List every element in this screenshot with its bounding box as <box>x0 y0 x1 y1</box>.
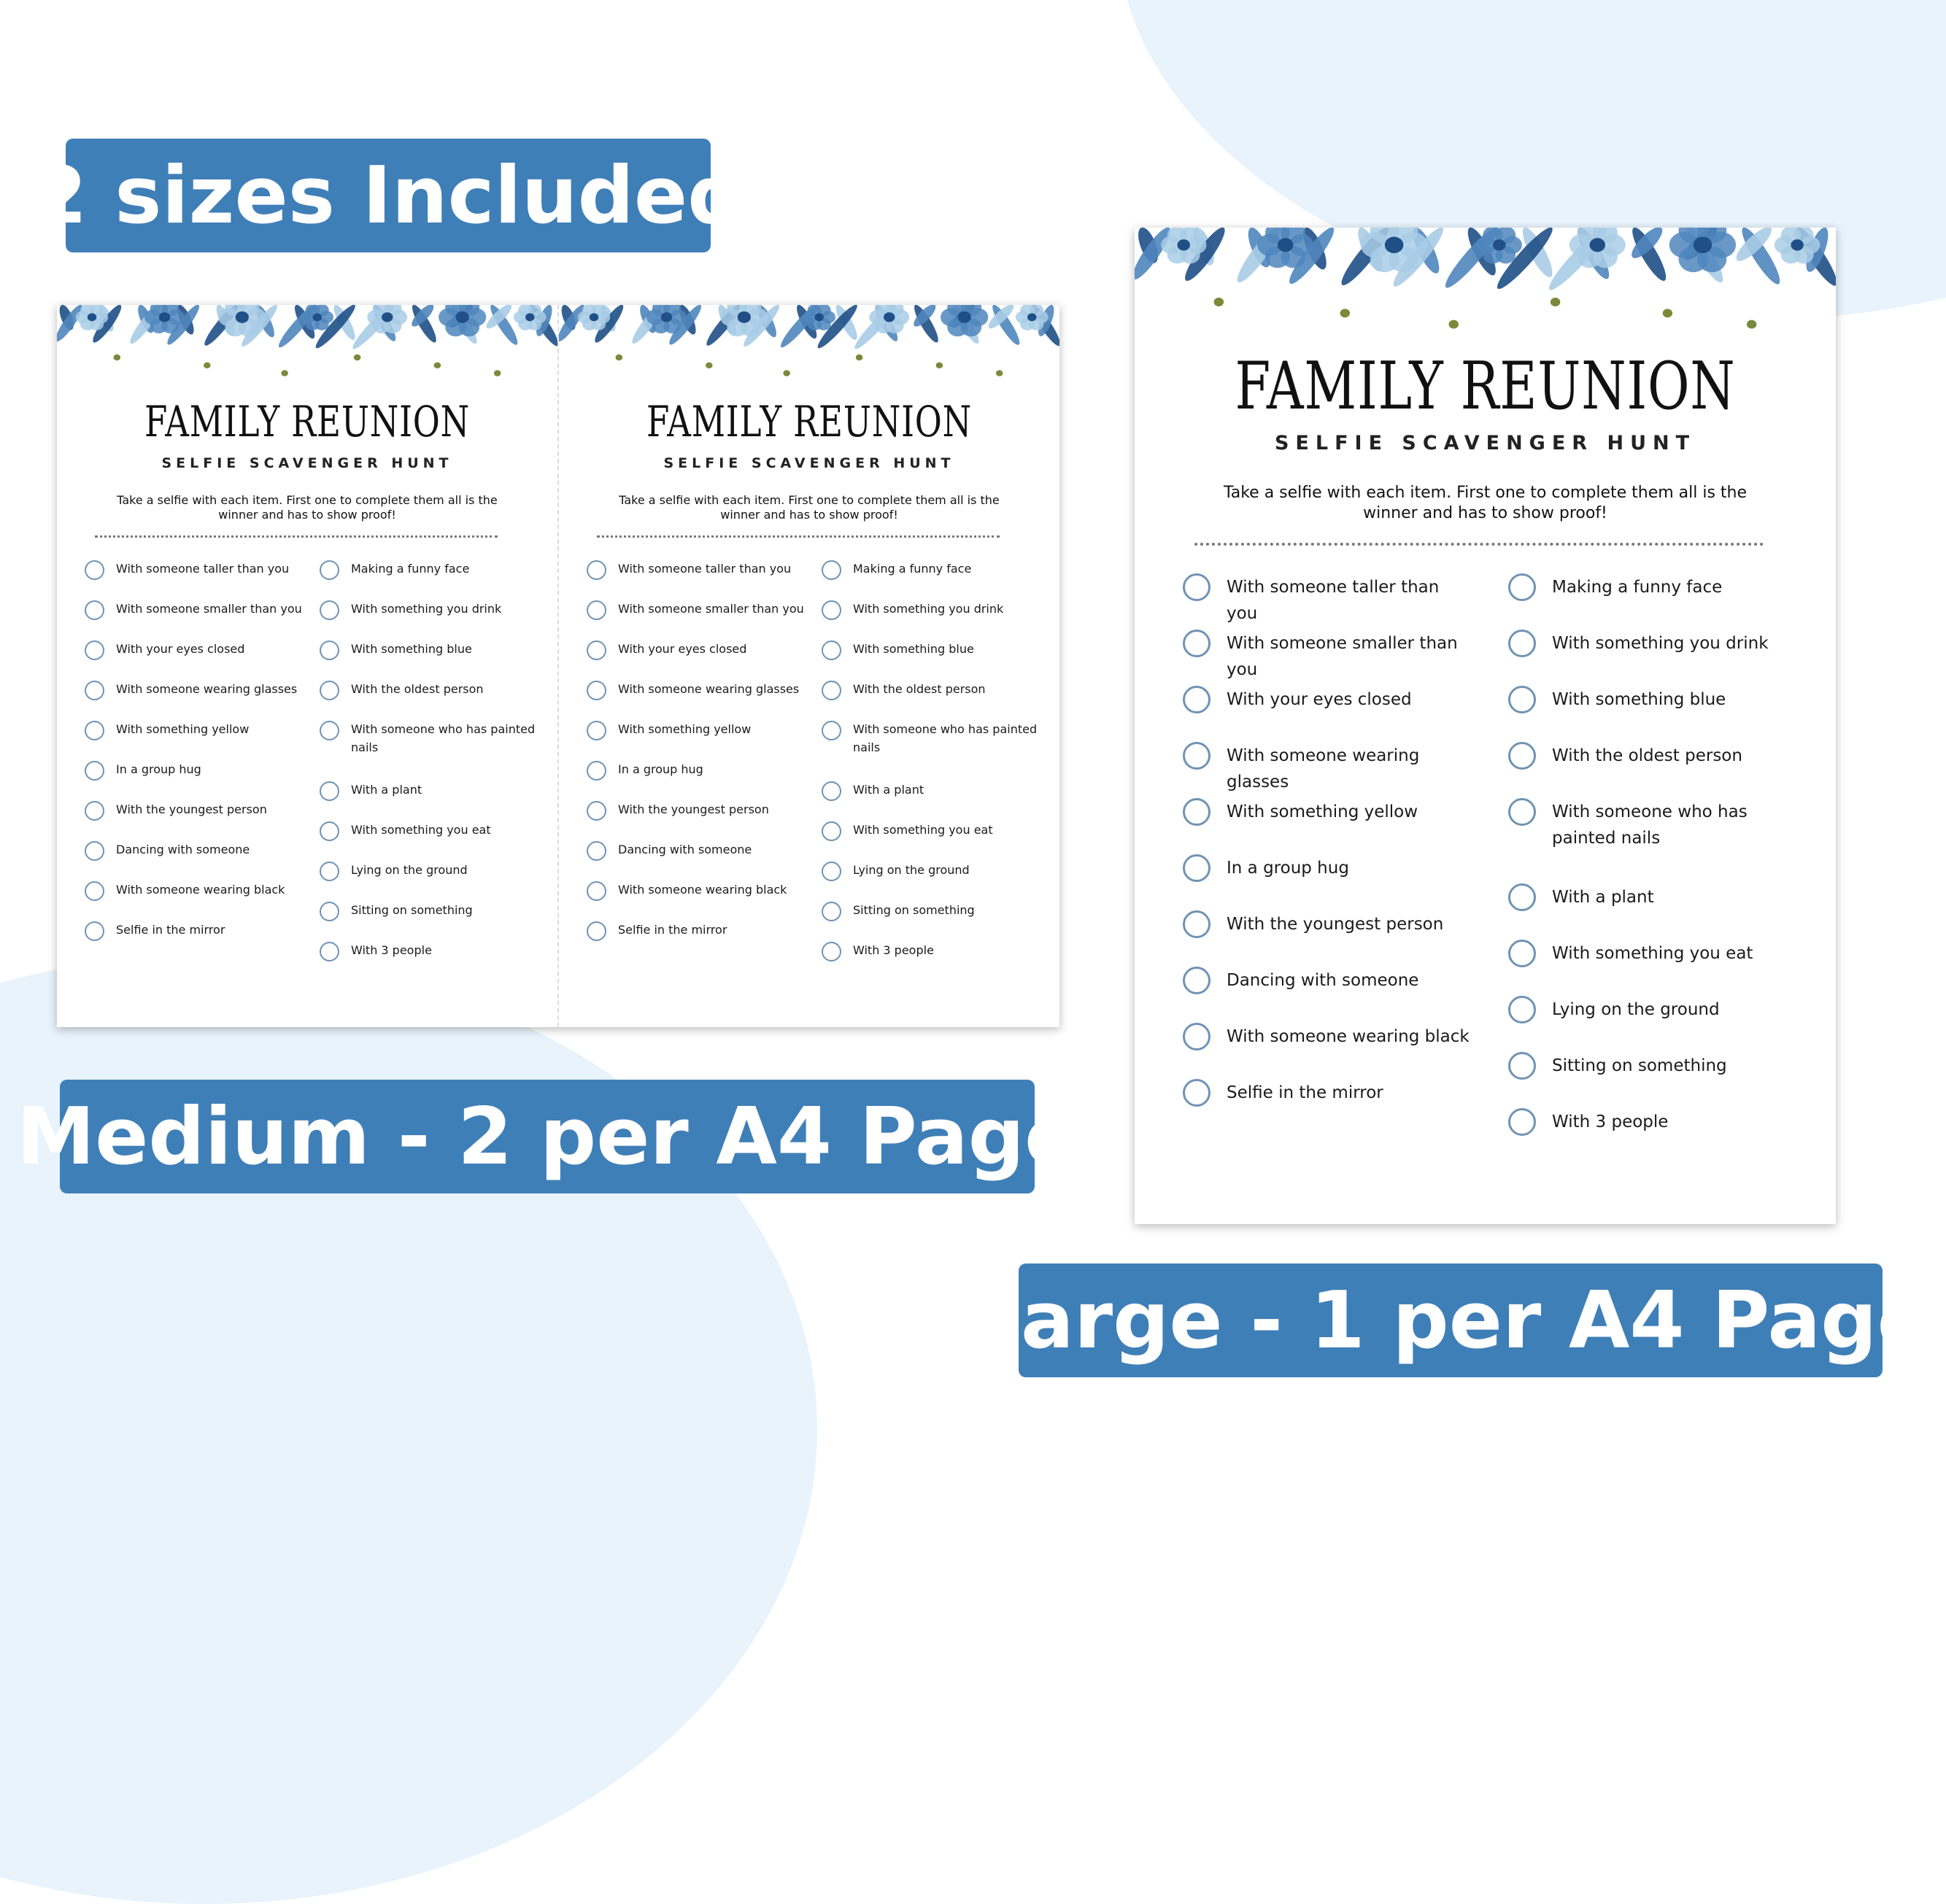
checklist-item <box>320 942 432 961</box>
checklist-item <box>1183 912 1443 938</box>
checklist-item-label: With someone wearing glasses <box>116 682 298 696</box>
checklist-item <box>587 801 769 821</box>
card-instructions-line: Take a selfie with each item. First one to complete them all is the <box>117 493 498 507</box>
circle-checkbox-icon[interactable] <box>587 801 606 821</box>
circle-checkbox-icon[interactable] <box>320 942 339 961</box>
circle-checkbox-icon[interactable] <box>85 641 104 660</box>
card-instructions-line: Take a selfie with each item. First one to complete them all is the <box>619 493 1000 507</box>
checklist-item <box>85 921 225 941</box>
card-instructions-line: Take a selfie with each item. First one to complete them all is the <box>1223 484 1748 502</box>
checklist-item <box>320 902 473 921</box>
checklist-item-label: With your eyes closed <box>116 642 245 656</box>
circle-checkbox-icon[interactable] <box>822 862 841 881</box>
checklist-item-label: With someone who has painted nails <box>1552 802 1748 848</box>
circle-checkbox-icon[interactable] <box>587 560 606 580</box>
checklist-item-label: Selfie in the mirror <box>618 923 727 937</box>
checklist-item-label: In a group hug <box>116 762 201 776</box>
checklist-item-label: With a plant <box>1552 888 1654 907</box>
checklist-item <box>320 862 468 881</box>
circle-checkbox-icon[interactable] <box>85 721 104 740</box>
checklist-item-label: Sitting on something <box>1552 1056 1727 1075</box>
sizes-included-label: 2 sizes Included <box>66 139 711 252</box>
circle-checkbox-icon[interactable] <box>320 560 339 580</box>
checklist-item <box>1183 800 1418 826</box>
checklist-item <box>85 841 250 861</box>
checklist-item-label: With something you eat <box>351 823 491 837</box>
checklist-item <box>587 681 799 700</box>
checklist-item-label: With someone taller than you <box>1227 578 1440 623</box>
checklist-item-label: Dancing with someone <box>1227 971 1419 990</box>
card-instructions <box>610 493 1008 522</box>
checklist-item <box>1508 1053 1727 1080</box>
checklist-item-label: With 3 people <box>853 943 934 957</box>
checklist-item <box>1508 941 1753 967</box>
checklist-item <box>1508 575 1722 601</box>
checklist-item <box>587 921 727 941</box>
card-subtitle: SELFIE SCAVENGER HUNT <box>663 455 955 471</box>
circle-checkbox-icon[interactable] <box>587 641 606 660</box>
checklist-item-label: With the youngest person <box>116 802 267 816</box>
checklist-item-label: With something you drink <box>351 602 502 616</box>
circle-checkbox-icon[interactable] <box>1508 798 1536 826</box>
checklist-item-label: With something blue <box>1552 690 1726 709</box>
circle-checkbox-icon[interactable] <box>822 600 841 620</box>
circle-checkbox-icon[interactable] <box>85 841 104 861</box>
circle-checkbox-icon[interactable] <box>587 721 606 740</box>
circle-checkbox-icon[interactable] <box>1183 686 1211 713</box>
circle-checkbox-icon[interactable] <box>822 821 841 841</box>
checklist-item <box>85 560 289 580</box>
circle-checkbox-icon[interactable] <box>320 600 339 620</box>
checklist-item <box>320 560 469 580</box>
circle-checkbox-icon[interactable] <box>1183 742 1211 770</box>
checklist-item <box>320 781 422 801</box>
checklist-item <box>85 681 297 700</box>
card-instructions <box>108 493 506 522</box>
checklist-item <box>1183 968 1418 994</box>
checklist-item <box>1508 997 1720 1023</box>
dotted-separator <box>1194 543 1764 546</box>
checklist-item <box>822 942 934 961</box>
checklist-item-label: With the oldest person <box>853 682 986 696</box>
checklist-item-label: With the youngest person <box>618 802 769 816</box>
checklist-item <box>587 841 752 861</box>
circle-checkbox-icon[interactable] <box>1183 630 1211 657</box>
checklist-item-label: Making a funny face <box>853 562 972 576</box>
checklist-item-label: With someone wearing glasses <box>618 682 800 696</box>
circle-checkbox-icon[interactable] <box>587 881 606 901</box>
floral-border-icon <box>57 305 557 392</box>
checklist-item-label: With someone wearing black <box>116 883 285 897</box>
checklist-item-label: Making a funny face <box>351 562 470 576</box>
card-title: FAMILY REUNION <box>144 397 470 446</box>
circle-checkbox-icon[interactable] <box>822 902 841 921</box>
checklist-item-label: With 3 people <box>1552 1112 1669 1131</box>
checklist-item <box>587 641 746 660</box>
checklist-item-label: With something yellow <box>618 722 752 736</box>
circle-checkbox-icon[interactable] <box>1508 940 1536 967</box>
checklist-item-label: Lying on the ground <box>853 863 970 877</box>
checklist-item <box>1508 743 1742 770</box>
circle-checkbox-icon[interactable] <box>320 641 339 660</box>
checklist-item-label: Lying on the ground <box>1552 1000 1720 1019</box>
circle-checkbox-icon[interactable] <box>1508 630 1536 657</box>
checklist-item <box>822 781 924 801</box>
checklist-item <box>85 721 249 740</box>
circle-checkbox-icon[interactable] <box>85 801 104 821</box>
checklist-item-label: Making a funny face <box>1552 578 1723 597</box>
checklist-item-label: With something yellow <box>116 722 250 736</box>
medium-sheet-preview <box>57 305 1059 1027</box>
circle-checkbox-icon[interactable] <box>587 921 606 941</box>
circle-checkbox-icon[interactable] <box>587 841 606 861</box>
circle-checkbox-icon[interactable] <box>587 600 606 620</box>
circle-checkbox-icon[interactable] <box>85 921 104 941</box>
circle-checkbox-icon[interactable] <box>320 902 339 921</box>
large-size-label: Large - 1 per A4 Page <box>1019 1263 1883 1377</box>
checklist-item-label: With someone taller than you <box>116 562 290 576</box>
circle-checkbox-icon[interactable] <box>1508 883 1536 911</box>
dotted-separator <box>597 535 1000 538</box>
checklist-item <box>1183 743 1475 795</box>
checklist-item-label: With something blue <box>853 642 974 656</box>
checklist-item-label: With someone wearing black <box>618 883 787 897</box>
checklist-item-label: With something yellow <box>1227 802 1418 821</box>
large-card <box>1135 228 1836 1224</box>
checklist-item <box>1508 800 1800 851</box>
card-title: FAMILY REUNION <box>1235 348 1736 425</box>
checklist-item <box>85 801 267 821</box>
circle-checkbox-icon[interactable] <box>1183 1023 1211 1050</box>
checklist-item <box>587 600 804 620</box>
checklist-item-label: With something you eat <box>1552 944 1753 963</box>
checklist-item-label: With the oldest person <box>351 682 484 696</box>
circle-checkbox-icon[interactable] <box>822 721 841 740</box>
checklist-item <box>85 600 302 620</box>
circle-checkbox-icon[interactable] <box>85 600 104 620</box>
circle-checkbox-icon[interactable] <box>1508 686 1536 713</box>
checklist-item-label: Dancing with someone <box>618 843 752 856</box>
checklist-item <box>587 721 751 740</box>
medium-size-label: Medium - 2 per A4 Page <box>60 1080 1035 1193</box>
checklist-item-label: With someone taller than you <box>618 562 792 576</box>
checklist-item-label: Dancing with someone <box>116 843 250 856</box>
checklist-item <box>822 821 993 841</box>
circle-checkbox-icon[interactable] <box>320 721 339 740</box>
checklist-item <box>822 560 971 580</box>
checklist-item <box>1508 631 1769 657</box>
card-instructions <box>1215 483 1756 523</box>
circle-checkbox-icon[interactable] <box>822 641 841 660</box>
medium-card-right <box>559 305 1059 1027</box>
checklist-item-label: With something you drink <box>1552 634 1769 653</box>
circle-checkbox-icon[interactable] <box>1508 1052 1536 1080</box>
checklist-item-label: Sitting on something <box>351 903 473 917</box>
circle-checkbox-icon[interactable] <box>320 821 339 841</box>
checklist-item-label: With something you drink <box>853 602 1004 616</box>
card-subtitle: SELFIE SCAVENGER HUNT <box>161 455 453 471</box>
circle-checkbox-icon[interactable] <box>85 560 104 580</box>
checklist-item-label: With someone smaller than you <box>618 602 804 616</box>
checklist-item <box>85 641 244 660</box>
checklist-item <box>822 902 975 921</box>
checklist-item-label: With your eyes closed <box>1227 690 1412 709</box>
circle-checkbox-icon[interactable] <box>1183 910 1211 938</box>
checklist-item <box>822 721 1040 757</box>
card-title: FAMILY REUNION <box>646 397 972 446</box>
checklist-item <box>1508 1110 1668 1136</box>
checklist-item-label: With someone smaller than you <box>1227 634 1458 679</box>
checklist-item-label: In a group hug <box>1227 859 1349 878</box>
card-instructions-line: winner and has to show proof! <box>720 508 898 522</box>
checklist-item <box>587 560 791 580</box>
card-subtitle: SELFIE SCAVENGER HUNT <box>1274 432 1696 454</box>
circle-checkbox-icon[interactable] <box>1508 573 1536 601</box>
checklist-item <box>320 681 484 700</box>
checklist-item-label: With a plant <box>351 783 422 797</box>
circle-checkbox-icon[interactable] <box>1508 1108 1536 1136</box>
checklist-item <box>85 761 201 781</box>
checklist-item-label: With the youngest person <box>1227 915 1444 934</box>
checklist-item-label: With someone smaller than you <box>116 602 302 616</box>
checklist-item-label: With a plant <box>853 783 924 797</box>
circle-checkbox-icon[interactable] <box>1183 854 1211 882</box>
circle-checkbox-icon[interactable] <box>85 881 104 901</box>
large-sheet-preview <box>1135 228 1836 1224</box>
circle-checkbox-icon[interactable] <box>822 681 841 700</box>
circle-checkbox-icon[interactable] <box>1508 742 1536 770</box>
checklist-item-label: With someone wearing glasses <box>1227 746 1420 792</box>
checklist-item-label: Lying on the ground <box>351 863 468 877</box>
circle-checkbox-icon[interactable] <box>1183 573 1211 601</box>
checklist-item-label: With something you eat <box>853 823 993 837</box>
checklist-item-label: Selfie in the mirror <box>116 923 225 937</box>
circle-checkbox-icon[interactable] <box>1183 1079 1211 1107</box>
checklist-item-label: With someone who has painted nails <box>853 722 1038 754</box>
checklist-item <box>320 641 472 660</box>
checklist-item-label: Selfie in the mirror <box>1227 1083 1383 1102</box>
card-instructions-line: winner and has to show proof! <box>1363 503 1607 522</box>
circle-checkbox-icon[interactable] <box>1508 996 1536 1023</box>
medium-card-left <box>57 305 557 1027</box>
circle-checkbox-icon[interactable] <box>320 681 339 700</box>
circle-checkbox-icon[interactable] <box>1183 967 1211 994</box>
checklist-item <box>1183 631 1475 683</box>
card-instructions-line: winner and has to show proof! <box>218 508 396 522</box>
checklist-item-label: Sitting on something <box>853 903 975 917</box>
checklist-item <box>822 862 970 881</box>
circle-checkbox-icon[interactable] <box>85 681 104 700</box>
checklist-item <box>587 761 703 781</box>
checklist-item-label: With someone who has painted nails <box>351 722 536 754</box>
circle-checkbox-icon[interactable] <box>320 781 339 801</box>
floral-border-icon <box>1135 228 1836 352</box>
checklist-item <box>1183 1024 1470 1050</box>
checklist-item <box>1183 687 1412 713</box>
checklist-item <box>1508 687 1726 713</box>
checklist-item <box>1183 1080 1383 1107</box>
checklist-item <box>320 821 491 841</box>
checklist-item <box>822 641 974 660</box>
checklist-item-label: With 3 people <box>351 943 432 957</box>
circle-checkbox-icon[interactable] <box>822 560 841 580</box>
circle-checkbox-icon[interactable] <box>822 781 841 801</box>
checklist-item-label: With the oldest person <box>1552 746 1742 765</box>
checklist-item <box>85 881 285 901</box>
circle-checkbox-icon[interactable] <box>1183 798 1211 826</box>
checklist-item-label: With someone wearing black <box>1227 1027 1470 1046</box>
checklist-item <box>587 881 787 901</box>
checklist-item <box>822 600 1003 620</box>
checklist-item <box>1508 885 1654 911</box>
circle-checkbox-icon[interactable] <box>822 942 841 961</box>
checklist-item <box>1183 856 1349 882</box>
checklist-item <box>1183 575 1475 627</box>
checklist-item-label: With something blue <box>351 642 472 656</box>
checklist-item <box>822 681 986 700</box>
circle-checkbox-icon[interactable] <box>85 761 104 781</box>
circle-checkbox-icon[interactable] <box>587 681 606 700</box>
circle-checkbox-icon[interactable] <box>587 761 606 781</box>
dotted-separator <box>95 535 498 538</box>
checklist-item <box>320 600 501 620</box>
floral-border-icon <box>559 305 1059 392</box>
checklist-item-label: In a group hug <box>618 762 703 776</box>
checklist-item-label: With your eyes closed <box>618 642 747 656</box>
checklist-item <box>320 721 538 757</box>
circle-checkbox-icon[interactable] <box>320 862 339 881</box>
